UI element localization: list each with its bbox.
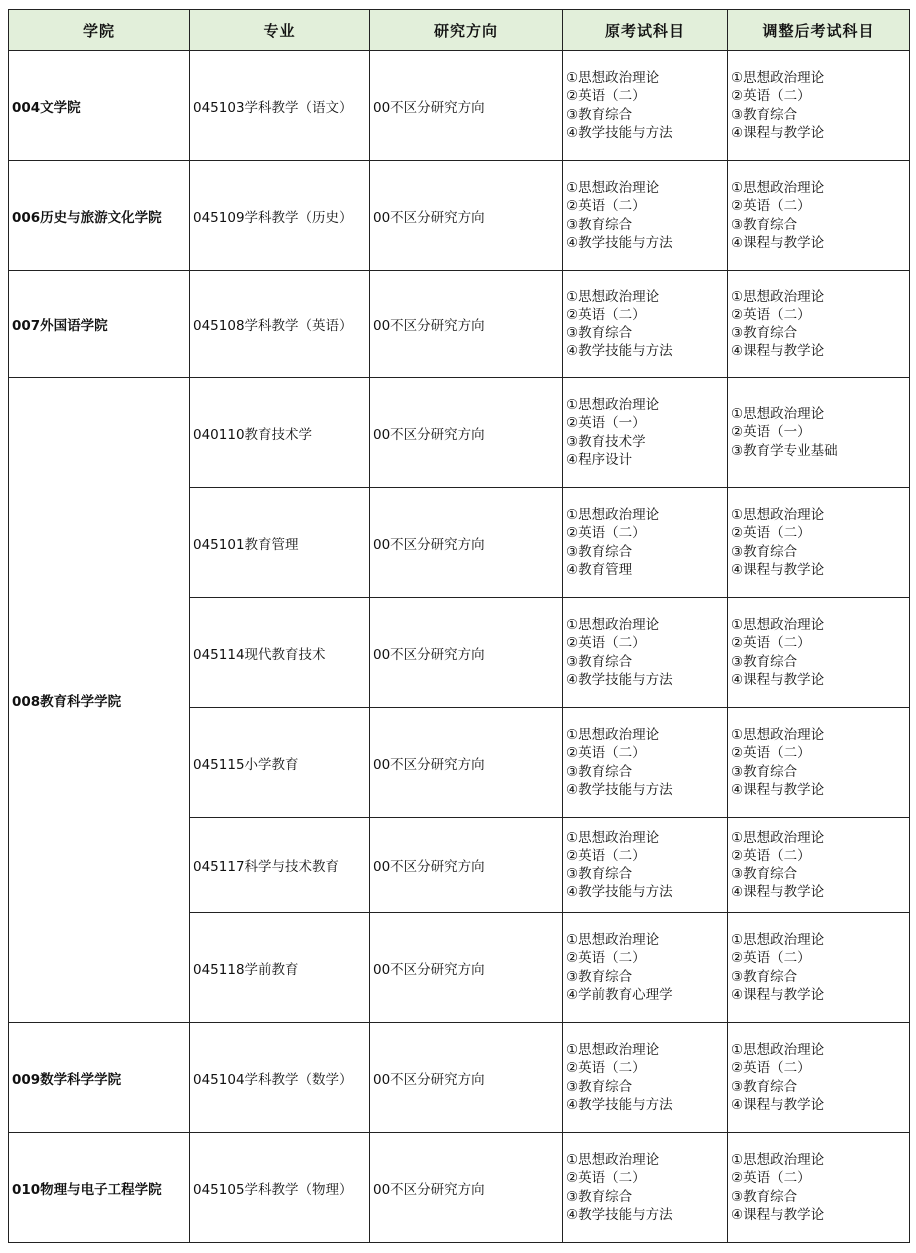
adjusted-subjects-cell [728,913,910,1023]
major-cell: 045114现代教育技术 [190,598,370,708]
subject-line: ②英语（一） [731,424,811,441]
table-row [9,1023,910,1133]
subject-line: ④课程与教学论 [731,1206,825,1223]
subject-line: ②英语（二） [731,635,811,652]
subject-line: ①思想政治理论 [566,932,660,949]
college-cell: 010物理与电子工程学院 [9,1133,190,1243]
major-cell: 045117科学与技术教育 [190,818,370,913]
subject-line: ③教育学专业基础 [731,442,838,459]
major-cell: 045104学科教学（数学） [190,1023,370,1133]
subject-line: ④教学技能与方法 [566,124,673,141]
direction-cell: 00不区分研究方向 [370,818,563,913]
major-cell: 045103学科教学（语文） [190,51,370,161]
subject-line: ③教育综合 [731,866,798,882]
subject-line: ②英语（二） [731,306,811,323]
subject-line: ①思想政治理论 [731,406,825,423]
table-row [9,1133,910,1243]
subject-line: ④课程与教学论 [731,781,825,798]
direction-cell: 00不区分研究方向 [370,51,563,161]
direction-cell: 00不区分研究方向 [370,1023,563,1133]
college-cell: 008教育科学学院 [9,378,190,1023]
subject-line: ①思想政治理论 [731,617,825,634]
table-row [9,161,910,271]
subject-line: ④课程与教学论 [731,561,825,578]
subject-line: ④教学技能与方法 [566,234,673,251]
major-cell: 045115小学教育 [190,708,370,818]
adjusted-subjects-cell [728,378,910,488]
direction-cell: 00不区分研究方向 [370,1133,563,1243]
table-row [9,378,910,488]
major-cell: 045109学科教学（历史） [190,161,370,271]
subject-line: ④课程与教学论 [731,986,825,1003]
subject-line: ④课程与教学论 [731,1096,825,1113]
subject-line: ①思想政治理论 [566,1042,660,1059]
original-subjects-cell [563,708,728,818]
subject-line: ④课程与教学论 [731,671,825,688]
subject-line: ②英语（二） [566,1170,646,1187]
adjusted-subjects-cell [728,1133,910,1243]
subject-line: ③教育综合 [566,1078,633,1095]
subject-line: ①思想政治理论 [566,507,660,524]
subject-line: ④程序设计 [566,451,633,468]
subject-line: ③教育综合 [731,1078,798,1095]
subject-line: ③教育综合 [566,653,633,670]
subject-line: ②英语（二） [731,1170,811,1187]
subject-line: ①思想政治理论 [566,727,660,744]
subject-line: ④课程与教学论 [731,343,825,360]
subject-line: ④课程与教学论 [731,234,825,251]
original-subjects-cell [563,161,728,271]
subject-line: ②英语（二） [731,847,811,864]
original-subjects-cell [563,1023,728,1133]
subject-line: ③教育综合 [566,1188,633,1205]
subject-line: ③教育综合 [566,866,633,882]
original-subjects-cell [563,818,728,913]
subject-line: ④教育管理 [566,561,633,578]
header-row [9,10,910,51]
subject-line: ③教育综合 [566,763,633,780]
adjusted-subjects-cell [728,818,910,913]
original-subjects-cell [563,598,728,708]
subject-line: ③教育综合 [731,968,798,985]
college-cell: 006历史与旅游文化学院 [9,161,190,271]
subject-line: ②英语（二） [566,950,646,967]
major-cell: 045118学前教育 [190,913,370,1023]
subject-line: ②英语（二） [566,88,646,105]
subject-line: ③教育综合 [731,543,798,560]
major-cell: 045108学科教学（英语） [190,271,370,378]
header-adjusted-subjects: 调整后考试科目 [728,10,910,51]
subject-line: ①思想政治理论 [731,70,825,87]
subject-line: ③教育综合 [566,106,633,123]
subject-line: ②英语（二） [731,1060,811,1077]
subject-line: ③教育综合 [731,106,798,123]
original-subjects-cell [563,1133,728,1243]
subject-line: ④教学技能与方法 [566,343,673,360]
subject-line: ③教育综合 [731,653,798,670]
college-cell: 007外国语学院 [9,271,190,378]
adjusted-subjects-cell [728,51,910,161]
direction-cell: 00不区分研究方向 [370,598,563,708]
direction-cell: 00不区分研究方向 [370,378,563,488]
subject-line: ①思想政治理论 [731,932,825,949]
subject-line: ①思想政治理论 [566,288,660,305]
subject-line: ②英语（二） [566,525,646,542]
adjusted-subjects-cell [728,598,910,708]
major-cell: 045101教育管理 [190,488,370,598]
subject-line: ②英语（二） [731,950,811,967]
adjusted-subjects-cell [728,708,910,818]
subject-line: ①思想政治理论 [731,829,825,846]
subject-line: ③教育综合 [566,968,633,985]
subject-line: ③教育综合 [566,325,633,341]
subject-line: ②英语（二） [566,198,646,215]
subject-line: ①思想政治理论 [731,507,825,524]
major-cell: 045105学科教学（物理） [190,1133,370,1243]
subject-line: ④学前教育心理学 [566,986,673,1003]
subject-line: ①思想政治理论 [566,180,660,197]
subject-line: ④课程与教学论 [731,124,825,141]
subject-line: ①思想政治理论 [566,397,660,414]
subject-line: ④教学技能与方法 [566,884,673,901]
subject-line: ②英语（二） [731,198,811,215]
college-cell: 009数学科学学院 [9,1023,190,1133]
subject-line: ④教学技能与方法 [566,781,673,798]
subject-line: ②英语（二） [566,306,646,323]
header-direction: 研究方向 [370,10,563,51]
table-row [9,51,910,161]
subject-line: ②英语（二） [566,745,646,762]
original-subjects-cell [563,51,728,161]
original-subjects-cell [563,488,728,598]
header-college: 学院 [9,10,190,51]
subject-line: ③教育综合 [731,216,798,233]
adjusted-subjects-cell [728,271,910,378]
subject-line: ①思想政治理论 [731,288,825,305]
subject-line: ③教育综合 [566,543,633,560]
subject-line: ③教育综合 [731,325,798,341]
header-original-subjects: 原考试科目 [563,10,728,51]
subject-line: ③教育综合 [731,1188,798,1205]
original-subjects-cell [563,378,728,488]
subject-line: ③教育综合 [731,763,798,780]
adjusted-subjects-cell [728,1023,910,1133]
table-row [9,271,910,378]
subject-line: ②英语（二） [566,635,646,652]
subject-line: ②英语（二） [566,847,646,864]
subject-line: ①思想政治理论 [731,180,825,197]
subject-line: ②英语（一） [566,415,646,432]
direction-cell: 00不区分研究方向 [370,271,563,378]
subject-line: ①思想政治理论 [731,1152,825,1169]
original-subjects-cell [563,271,728,378]
subject-line: ④教学技能与方法 [566,1096,673,1113]
adjusted-subjects-cell [728,161,910,271]
subject-line: ①思想政治理论 [566,70,660,87]
college-cell: 004文学院 [9,51,190,161]
subject-line: ②英语（二） [566,1060,646,1077]
subject-line: ③教育技术学 [566,433,646,450]
original-subjects-cell [563,913,728,1023]
direction-cell: 00不区分研究方向 [370,488,563,598]
header-major: 专业 [190,10,370,51]
subject-line: ④课程与教学论 [731,884,825,901]
subject-line: ①思想政治理论 [731,727,825,744]
subject-line: ②英语（二） [731,525,811,542]
subject-line: ②英语（二） [731,745,811,762]
direction-cell: 00不区分研究方向 [370,161,563,271]
adjusted-subjects-cell [728,488,910,598]
subject-line: ①思想政治理论 [566,829,660,846]
subject-line: ①思想政治理论 [566,1152,660,1169]
subject-line: ④教学技能与方法 [566,671,673,688]
major-cell: 040110教育技术学 [190,378,370,488]
subject-line: ①思想政治理论 [566,617,660,634]
subject-line: ①思想政治理论 [731,1042,825,1059]
exam-subject-table [8,9,910,1243]
subject-line: ③教育综合 [566,216,633,233]
subject-line: ②英语（二） [731,88,811,105]
subject-line: ④教学技能与方法 [566,1206,673,1223]
direction-cell: 00不区分研究方向 [370,913,563,1023]
direction-cell: 00不区分研究方向 [370,708,563,818]
